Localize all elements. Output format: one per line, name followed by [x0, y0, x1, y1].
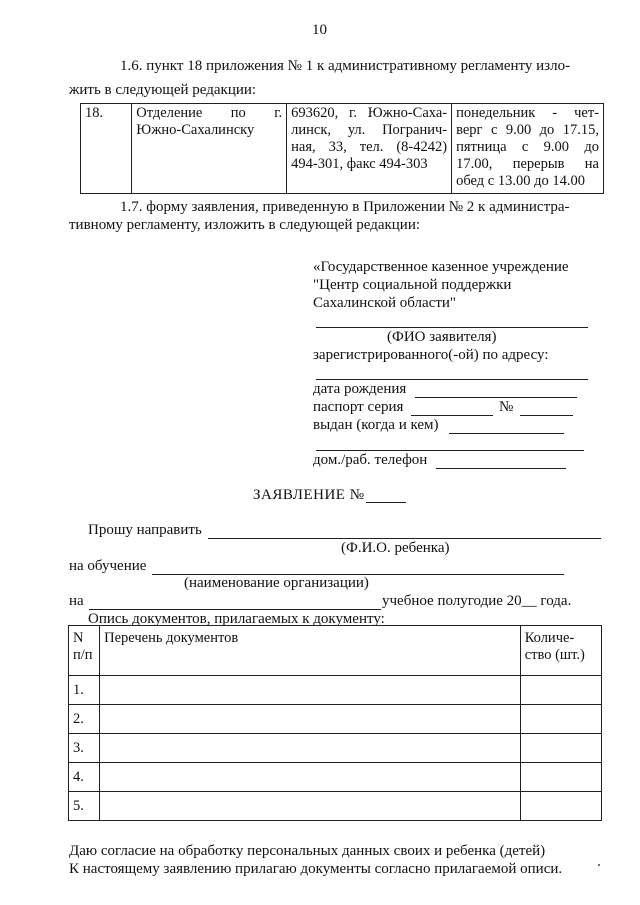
semester-field[interactable]	[89, 609, 381, 610]
addressee-line3: Сахалинской области"	[313, 295, 457, 311]
col-number-header-line2: п/п	[73, 647, 93, 663]
passport-series-field[interactable]	[411, 415, 493, 416]
passport-issued-label: выдан (когда и кем)	[313, 417, 439, 433]
passport-issued-field[interactable]	[449, 433, 564, 434]
application-title: ЗАЯВЛЕНИЕ №	[253, 487, 365, 503]
office-hours-line2: верг с 9.00 до 17.15,	[456, 122, 599, 138]
semester-label: учебное полугодие 20__ года.	[382, 593, 572, 609]
scan-speck	[598, 864, 600, 866]
document-name-cell[interactable]	[100, 763, 521, 792]
table-row	[69, 705, 602, 734]
training-label: на обучение	[69, 558, 147, 574]
application-number-field[interactable]	[366, 502, 406, 503]
passport-number-field[interactable]	[520, 415, 573, 416]
section-1-7-line1: 1.7. форму заявления, приведенную в Приложении № 2 к администра-	[120, 199, 570, 215]
document-qty-cell[interactable]	[520, 734, 601, 763]
office-hours-line5: обед с 13.00 до 14.00	[456, 173, 585, 189]
table-row	[69, 763, 602, 792]
registered-address-label: зарегистрированного(-ой) по адресу:	[313, 347, 549, 363]
document-name-cell[interactable]	[100, 676, 521, 705]
office-table	[80, 103, 604, 194]
page-number: 10	[312, 22, 327, 38]
phone-field[interactable]	[436, 468, 566, 469]
row-number: 2.	[69, 705, 100, 734]
office-number: 18.	[81, 104, 132, 194]
documents-table-header	[69, 626, 602, 676]
birth-date-label: дата рождения	[313, 381, 407, 397]
col-documents-header: Перечень документов	[100, 626, 521, 676]
section-1-6-line1: 1.6. пункт 18 приложения № 1 к административному регламенту изло-	[120, 58, 571, 74]
passport-series-label: паспорт серия	[313, 399, 404, 415]
addressee-line2: "Центр социальной поддержки	[313, 277, 512, 293]
addressee-line1: «Государственное казенное учреждение	[313, 259, 569, 275]
phone-label: дом./раб. телефон	[313, 452, 428, 468]
document-qty-cell[interactable]	[520, 676, 601, 705]
col-number-header-line1: N	[73, 630, 84, 646]
document-qty-cell[interactable]	[520, 763, 601, 792]
passport-issued-field-2[interactable]	[316, 450, 584, 451]
applicant-name-field[interactable]	[316, 327, 588, 328]
section-1-6-line2: жить в следующей редакции:	[69, 82, 257, 98]
consent-text: Даю согласие на обработку персональных данных своих и ребенка (детей)	[69, 843, 546, 859]
office-address-line1: 693620, г. Южно-Саха-	[291, 105, 448, 121]
col-quantity-header	[520, 626, 601, 676]
table-row	[69, 734, 602, 763]
office-address-line2: линск, ул. Погранич-	[291, 122, 448, 138]
col-number-header	[69, 626, 100, 676]
document-name-cell[interactable]	[100, 734, 521, 763]
office-department	[132, 104, 287, 194]
inventory-label: Опись документов, прилагаемых к документу:	[88, 611, 385, 627]
document-qty-cell[interactable]	[520, 792, 601, 821]
request-label: Прошу направить	[88, 522, 202, 538]
document-name-cell[interactable]	[100, 705, 521, 734]
row-number: 1.	[69, 676, 100, 705]
document-qty-cell[interactable]	[520, 705, 601, 734]
row-number: 5.	[69, 792, 100, 821]
child-name-field[interactable]	[208, 538, 601, 539]
row-number: 3.	[69, 734, 100, 763]
office-department-line2: Южно-Сахалинску	[136, 122, 255, 138]
office-department-line1: Отделение по г.	[136, 105, 283, 121]
row-number: 4.	[69, 763, 100, 792]
office-hours	[452, 104, 604, 194]
birth-date-field[interactable]	[415, 397, 577, 398]
table-row	[69, 676, 602, 705]
attachment-text: К настоящему заявлению прилагаю документы согласно прилагаемой описи.	[69, 861, 563, 877]
office-hours-line4: 17.00, перерыв на	[456, 156, 599, 172]
office-hours-line1: понедельник - чет-	[456, 105, 599, 121]
section-1-7-line2: тивному регламенту, изложить в следующей редакции:	[69, 217, 421, 233]
passport-number-label: №	[499, 399, 514, 415]
col-quantity-header-line1: Количе-	[524, 630, 575, 646]
office-hours-line3: пятница с 9.00 до	[456, 139, 599, 155]
documents-table	[68, 625, 602, 821]
applicant-name-caption: (ФИО заявителя)	[387, 329, 497, 345]
document-name-cell[interactable]	[100, 792, 521, 821]
child-name-caption: (Ф.И.О. ребенка)	[341, 540, 450, 556]
on-label: на	[69, 593, 84, 609]
office-address-line4: 494-301, факс 494-303	[291, 156, 428, 172]
office-address-line3: ная, 33, тел. (8-4242)	[291, 139, 448, 155]
table-row	[69, 792, 602, 821]
office-address	[287, 104, 452, 194]
address-field[interactable]	[316, 379, 588, 380]
organization-caption: (наименование организации)	[184, 575, 369, 591]
col-quantity-header-line2: ство (шт.)	[524, 647, 585, 663]
